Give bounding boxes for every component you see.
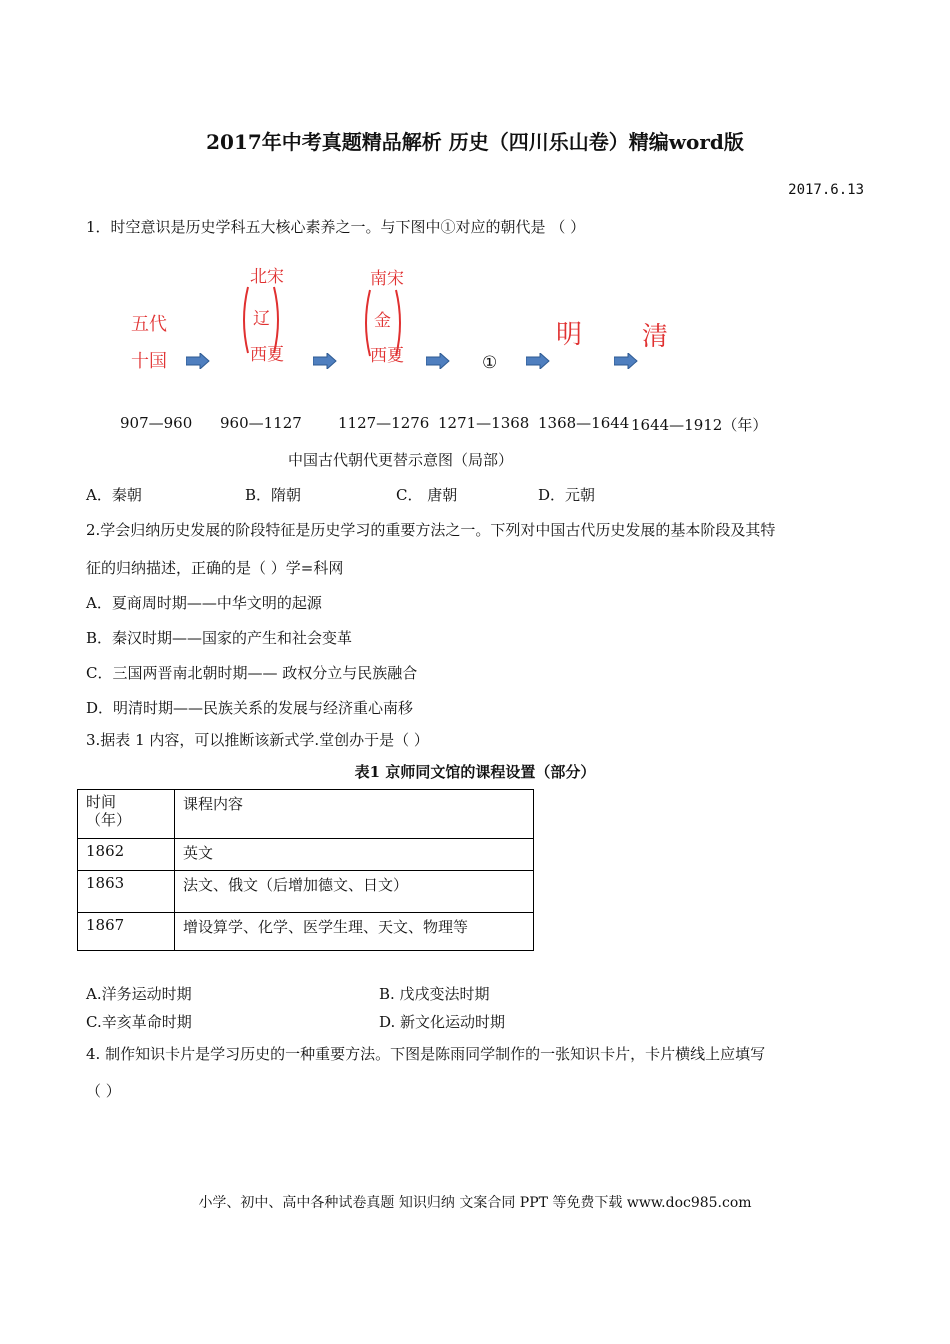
q3-option-b: B. 戊戌变法时期: [379, 985, 490, 1003]
q1-option-a: A．秦朝: [86, 486, 142, 504]
document-date: 2017.6.13: [788, 182, 864, 198]
q1-option-c: C． 唐朝: [396, 486, 458, 504]
arrow-icon: [186, 353, 210, 369]
year-range: 1644—1912（年）: [631, 416, 768, 434]
table-header-row: [78, 790, 534, 839]
year-range: 1368—1644: [538, 414, 630, 432]
q3-option-d: D. 新文化运动时期: [379, 1013, 506, 1031]
circled-number-one: ①: [482, 353, 498, 373]
diagram-caption: 中国古代朝代更替示意图（局部）: [288, 451, 514, 469]
row-content: 英文: [175, 839, 534, 871]
dynasty-xi-xia-2: 西夏: [370, 346, 404, 366]
row-year: 1862: [78, 839, 175, 871]
arrow-icon: [614, 353, 638, 369]
dynasty-ming: 明: [556, 320, 583, 350]
table-row: [78, 839, 534, 871]
q3-option-c: C.辛亥革命时期: [86, 1013, 192, 1031]
q1-option-b: B．隋朝: [245, 486, 302, 504]
q1-option-d: D．元朝: [538, 486, 596, 504]
row-content: 法文、俄文（后增加德文、日文）: [175, 871, 534, 913]
row-year: 1867: [78, 913, 175, 951]
row-year: 1863: [78, 871, 175, 913]
arrow-icon: [426, 353, 450, 369]
table-row: [78, 871, 534, 913]
year-range: 907—960: [120, 414, 193, 432]
year-range: 1271—1368: [438, 414, 530, 432]
dynasty-wudai: 五代: [131, 314, 167, 335]
table-row: [78, 913, 534, 951]
dynasty-nan-song: 南宋: [370, 269, 404, 289]
q2-option-d: D．明清时期——民族关系的发展与经济重心南移: [86, 699, 414, 717]
q2-stem-line2: 征的归纳描述，正确的是（ ）学=科网: [86, 559, 344, 577]
header-content: 课程内容: [175, 790, 534, 839]
q3-stem: 3.据表 1 内容，可以推断该新式学.堂创办于是（ ）: [86, 731, 429, 749]
dynasty-xi-xia: 西夏: [250, 345, 284, 365]
row-content: 增设算学、化学、医学生理、天文、物理等: [175, 913, 534, 951]
page-footer: 小学、初中、高中各种试卷真题 知识归纳 文案合同 PPT 等免费下载 www.doc985.com: [198, 1195, 752, 1211]
table-caption: 表1 京师同文馆的课程设置（部分）: [354, 763, 596, 781]
arrow-icon: [313, 353, 337, 369]
q2-stem-line1: 2.学会归纳历史发展的阶段特征是历史学习的重要方法之一。下列对中国古代历史发展的基本阶段及其特: [86, 521, 776, 539]
year-range: 1127—1276: [338, 414, 430, 432]
dynasty-liao: 辽: [253, 309, 270, 329]
q2-option-b: B．秦汉时期——国家的产生和社会变革: [86, 629, 353, 647]
q2-option-a: A．夏商周时期——中华文明的起源: [86, 594, 322, 612]
q4-stem-line1: 4. 制作知识卡片是学习历史的一种重要方法。下图是陈雨同学制作的一张知识卡片，卡片横线上应填写: [86, 1045, 766, 1063]
dynasty-jin: 金: [374, 311, 391, 331]
header-time: 时间 （年）: [78, 790, 175, 839]
course-table: [77, 789, 534, 951]
document-title: 2017年中考真题精品解析 历史（四川乐山卷）精编word版: [206, 130, 744, 154]
q2-option-c: C．三国两晋南北朝时期—— 政权分立与民族融合: [86, 664, 418, 682]
q1-stem: 1．时空意识是历史学科五大核心素养之一。与下图中①对应的朝代是 （ ）: [86, 218, 586, 236]
dynasty-shiguo: 十国: [131, 351, 167, 372]
dynasty-qing: 清: [642, 322, 669, 352]
year-range: 960—1127: [220, 414, 302, 432]
q4-stem-line2: （ ）: [86, 1082, 121, 1100]
dynasty-bei-song: 北宋: [250, 267, 284, 287]
q3-option-a: A.洋务运动时期: [86, 985, 192, 1003]
arrow-icon: [526, 353, 550, 369]
